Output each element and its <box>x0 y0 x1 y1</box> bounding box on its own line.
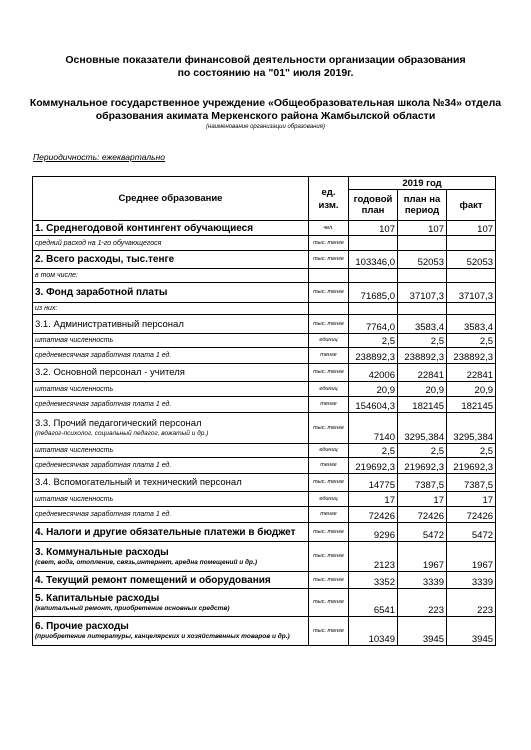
row-plan-period: 20,9 <box>398 382 447 397</box>
row-plan-year: 9296 <box>349 523 398 542</box>
table-row <box>33 444 496 458</box>
row-fact: 219692,3 <box>447 458 496 474</box>
table-row <box>33 572 496 589</box>
table-row <box>33 397 496 413</box>
row-unit: чел. <box>309 221 349 236</box>
row-fact: 52053 <box>447 251 496 269</box>
row-name-note: (приобретение литературы, канцелярских и хозяйственных товаров и др.) <box>35 633 290 640</box>
table-row <box>33 236 496 251</box>
row-plan-period: 2,5 <box>398 334 447 348</box>
header-fact: факт <box>447 190 496 221</box>
periodicity: Периодичность: ежеквартально <box>33 152 166 162</box>
row-unit: тыс. тенге <box>309 236 349 251</box>
table-row <box>33 251 496 269</box>
row-plan-period: 37107,3 <box>398 283 447 303</box>
row-name-main: 5. Капитальные расходы <box>35 592 160 604</box>
row-name: 3.4. Вспомогательный и технический персонал <box>33 474 309 492</box>
row-plan-period: 1967 <box>398 542 447 572</box>
row-plan-period <box>398 269 447 283</box>
row-unit: тенге <box>309 397 349 413</box>
row-fact <box>447 269 496 283</box>
header-unit: ед. изм. <box>309 177 349 221</box>
table-row <box>33 617 496 646</box>
row-plan-year: 42006 <box>349 364 398 382</box>
row-fact: 7387,5 <box>447 474 496 492</box>
row-plan-period: 22841 <box>398 364 447 382</box>
header-plan-year: годовой план <box>349 190 398 221</box>
row-name <box>33 413 309 444</box>
row-unit: тыс. тенге <box>309 542 349 572</box>
row-plan-year: 238892,3 <box>349 348 398 364</box>
row-plan-period: 3583,4 <box>398 315 447 334</box>
row-fact: 2,5 <box>447 334 496 348</box>
row-name-note: (свет, вода, отопление, связь,интернет, аредна помещений и др.) <box>35 558 257 566</box>
row-unit: тыс. тенге <box>309 617 349 646</box>
row-plan-period: 7387,5 <box>398 474 447 492</box>
row-plan-period: 3295,384 <box>398 413 447 444</box>
row-name: штатная численность <box>33 334 309 348</box>
row-name: среднемесячная заработная плата 1 ед. <box>33 397 309 413</box>
row-unit: тыс. тенге <box>309 283 349 303</box>
row-unit: тыс. тенге <box>309 364 349 382</box>
header-name: Среднее образование <box>33 177 309 221</box>
organization-name-line1: Коммунальное государственное учреждение «Общеобразовательная школа №34» отдела <box>29 97 502 109</box>
row-fact <box>447 236 496 251</box>
row-fact: 22841 <box>447 364 496 382</box>
row-name: 3.2. Основной персонал - учителя <box>33 364 309 382</box>
row-plan-period <box>398 303 447 315</box>
row-unit: тенге <box>309 507 349 523</box>
row-name: 3. Фонд заработной платы <box>33 283 309 303</box>
row-name: средний расход на 1-го обучающегося <box>33 236 309 251</box>
table-row <box>33 283 496 303</box>
row-name: среднемесячная заработная плата 1 ед. <box>33 507 309 523</box>
row-plan-period: 182145 <box>398 397 447 413</box>
row-plan-year <box>349 303 398 315</box>
row-name-main: 3. Коммунальные расходы <box>35 546 169 558</box>
row-unit <box>309 269 349 283</box>
row-plan-period: 17 <box>398 492 447 507</box>
row-name: из них: <box>33 303 309 315</box>
row-fact: 238892,3 <box>447 348 496 364</box>
row-fact: 223 <box>447 589 496 617</box>
row-unit: единиц <box>309 334 349 348</box>
row-plan-year: 219692,3 <box>349 458 398 474</box>
row-fact: 5472 <box>447 523 496 542</box>
row-name-main: 6. Прочие расходы <box>35 621 129 632</box>
row-unit: тыс. тенге <box>309 413 349 444</box>
row-fact: 20,9 <box>447 382 496 397</box>
organization-name-line2: образования акимата Меркенского района Жамбылской области <box>95 110 436 122</box>
financial-table <box>32 176 496 646</box>
row-plan-period: 219692,3 <box>398 458 447 474</box>
header-plan-period: план на период <box>398 190 447 221</box>
row-unit: тыс. тенге <box>309 251 349 269</box>
table-row <box>33 334 496 348</box>
table-row <box>33 269 496 283</box>
table-header-row <box>33 177 496 190</box>
row-plan-period: 3339 <box>398 572 447 589</box>
row-fact: 3339 <box>447 572 496 589</box>
table-row <box>33 492 496 507</box>
row-plan-period: 238892,3 <box>398 348 447 364</box>
row-plan-year: 7140 <box>349 413 398 444</box>
row-unit: тыс. тенге <box>309 572 349 589</box>
row-name: штатная численность <box>33 382 309 397</box>
row-unit <box>309 303 349 315</box>
row-fact: 182145 <box>447 397 496 413</box>
row-plan-period: 107 <box>398 221 447 236</box>
row-plan-year: 72426 <box>349 507 398 523</box>
row-plan-year: 71685,0 <box>349 283 398 303</box>
table-row <box>33 523 496 542</box>
row-name: штатная численность <box>33 492 309 507</box>
row-name <box>33 542 309 572</box>
row-name <box>33 589 309 617</box>
row-plan-year: 103346,0 <box>349 251 398 269</box>
table-row <box>33 348 496 364</box>
row-fact <box>447 303 496 315</box>
row-fact: 3295,384 <box>447 413 496 444</box>
organization-note: (наименование организации образования) <box>206 124 325 130</box>
table-row <box>33 413 496 444</box>
row-unit: тенге <box>309 458 349 474</box>
table-row <box>33 364 496 382</box>
row-plan-period: 223 <box>398 589 447 617</box>
report-title-line1: Основные показатели финансовой деятельности организации образования <box>65 54 466 66</box>
row-name: штатная численность <box>33 444 309 458</box>
row-unit: единиц <box>309 444 349 458</box>
row-plan-period <box>398 236 447 251</box>
row-unit: тыс. тенге <box>309 523 349 542</box>
row-name <box>33 617 309 646</box>
row-name-note: (капитальный ремонт, приобретение основных средств) <box>35 604 230 612</box>
row-fact: 107 <box>447 221 496 236</box>
row-plan-year: 17 <box>349 492 398 507</box>
row-unit: тенге <box>309 348 349 364</box>
row-name-main: 3.3. Прочий педагогический персонал <box>35 418 202 429</box>
row-plan-year: 14775 <box>349 474 398 492</box>
row-plan-period: 2,5 <box>398 444 447 458</box>
header-year: 2019 год <box>349 177 496 190</box>
table-row <box>33 315 496 334</box>
row-name: 2. Всего расходы, тыс.тенге <box>33 251 309 269</box>
row-plan-period: 3945 <box>398 617 447 646</box>
row-plan-year: 2,5 <box>349 444 398 458</box>
row-name: 1. Среднегодовой контингент обучающиеся <box>33 221 309 236</box>
table-row <box>33 303 496 315</box>
row-plan-year: 6541 <box>349 589 398 617</box>
row-unit: тыс. тенге <box>309 474 349 492</box>
row-plan-year: 154604,3 <box>349 397 398 413</box>
table-row <box>33 589 496 617</box>
row-plan-year: 2123 <box>349 542 398 572</box>
row-plan-year <box>349 269 398 283</box>
row-name: 3.1. Административный персонал <box>33 315 309 334</box>
row-plan-year: 10349 <box>349 617 398 646</box>
row-fact: 3583,4 <box>447 315 496 334</box>
row-fact: 3945 <box>447 617 496 646</box>
row-plan-year: 7764,0 <box>349 315 398 334</box>
table-row <box>33 382 496 397</box>
table-row <box>33 542 496 572</box>
row-plan-period: 52053 <box>398 251 447 269</box>
table-row <box>33 458 496 474</box>
row-name: 4. Текущий ремонт помещений и оборудования <box>33 572 309 589</box>
row-unit: тыс. тенге <box>309 589 349 617</box>
table-row <box>33 474 496 492</box>
row-plan-year: 3352 <box>349 572 398 589</box>
row-name: среднемесячная заработная плата 1 ед. <box>33 348 309 364</box>
row-fact: 1967 <box>447 542 496 572</box>
row-fact: 2,5 <box>447 444 496 458</box>
row-plan-year: 20,9 <box>349 382 398 397</box>
row-plan-year <box>349 236 398 251</box>
row-fact: 17 <box>447 492 496 507</box>
row-name: среднемесячная заработная плата 1 ед. <box>33 458 309 474</box>
row-plan-year: 2,5 <box>349 334 398 348</box>
row-name-note: (педагог-психолог, социальный педагог, вожатый и др.) <box>35 430 209 437</box>
row-name: в том числе: <box>33 269 309 283</box>
row-fact: 72426 <box>447 507 496 523</box>
report-title-line2: по состоянию на "01" июля 2019г. <box>177 67 354 79</box>
row-unit: тыс. тенге <box>309 315 349 334</box>
row-unit: единиц <box>309 492 349 507</box>
row-plan-year: 107 <box>349 221 398 236</box>
row-fact: 37107,3 <box>447 283 496 303</box>
row-unit: единиц <box>309 382 349 397</box>
row-name: 4. Налоги и другие обязательные платежи в бюджет <box>33 523 309 542</box>
row-plan-period: 5472 <box>398 523 447 542</box>
table-row <box>33 507 496 523</box>
table-row <box>33 221 496 236</box>
row-plan-period: 72426 <box>398 507 447 523</box>
